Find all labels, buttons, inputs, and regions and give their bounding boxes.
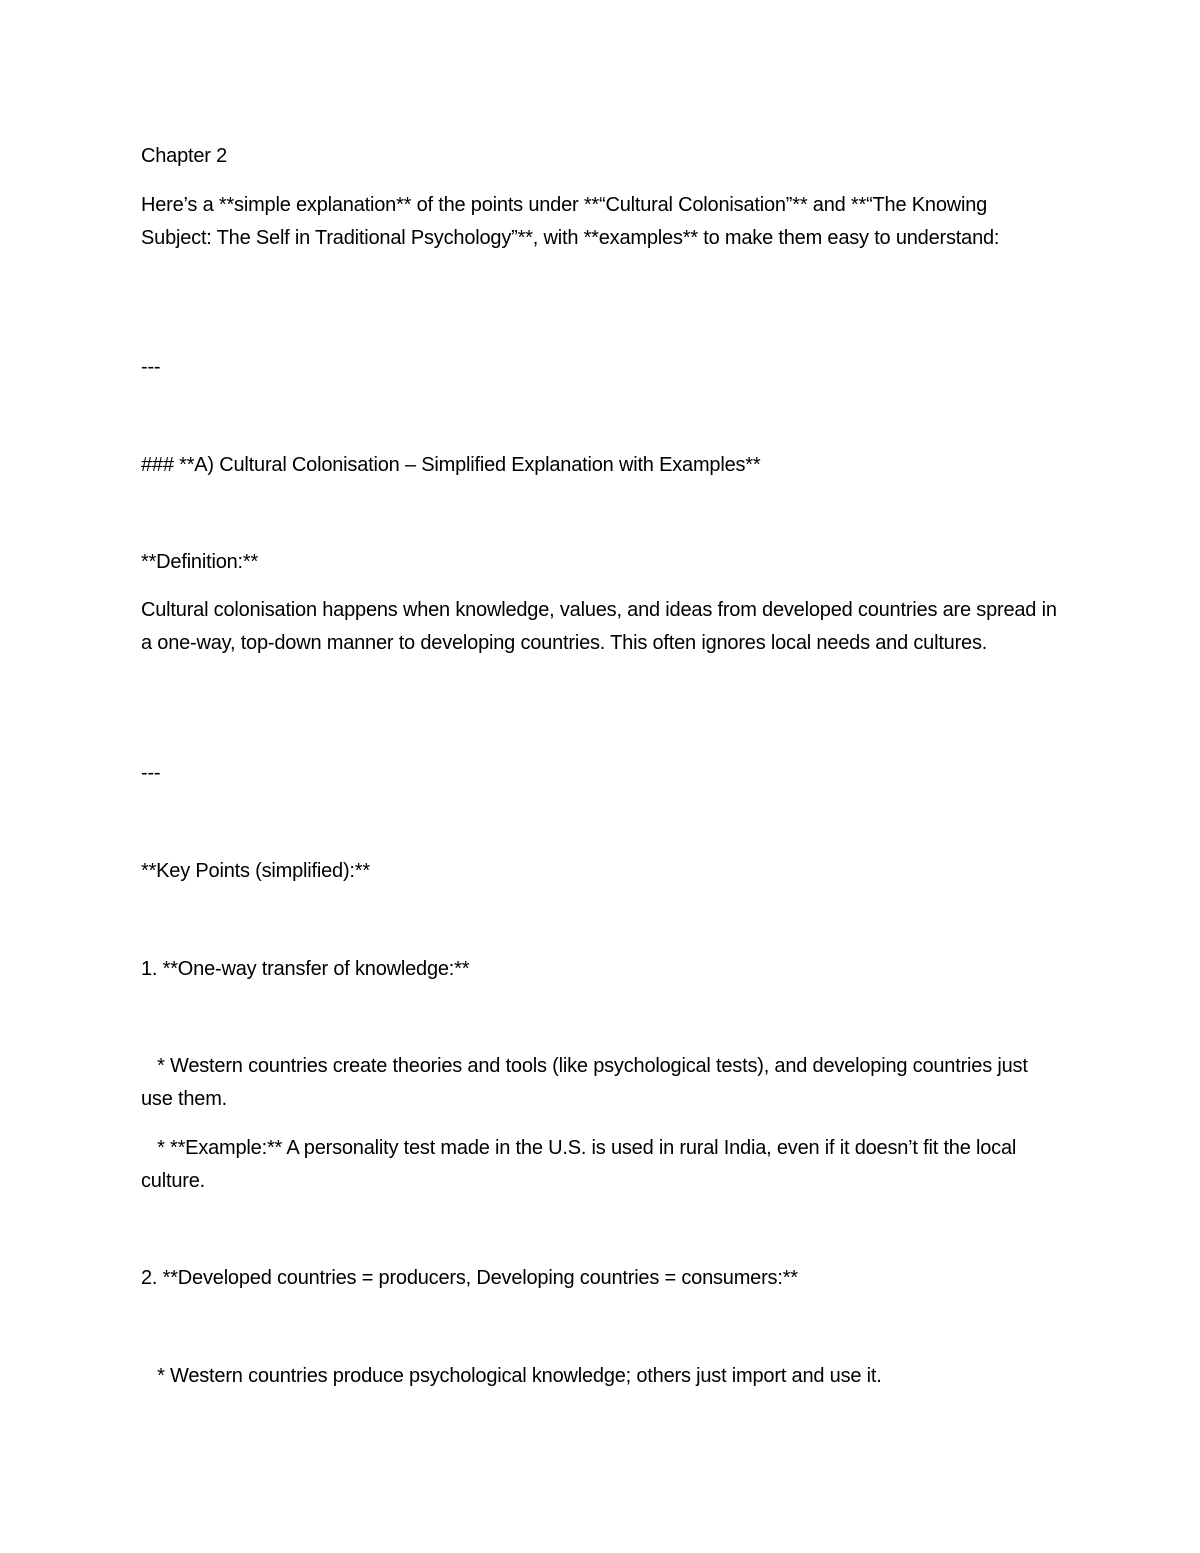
section-a-heading: ### **A) Cultural Colonisation – Simplified Explanation with Examples** (141, 454, 761, 476)
point-1-bullet: * Western countries create theories and tools (like psychological tests), and developing countries just use them. (141, 1055, 1034, 1110)
point-1-heading: 1. **One-way transfer of knowledge:** (141, 958, 470, 980)
point-2-bullet: * Western countries produce psychological knowledge; others just import and use it. (141, 1365, 882, 1387)
chapter-title: Chapter 2 (141, 145, 228, 167)
intro-paragraph: Here’s a **simple explanation** of the points under **“Cultural Colonisation”** and **“The Knowing Subject: The Self in Traditional Psychology”**, with **examples** to make them easy to understand: (141, 194, 1000, 249)
definition-label: **Definition:** (141, 551, 259, 573)
horizontal-rule-text: --- (141, 762, 161, 784)
definition-paragraph: Cultural colonisation happens when knowledge, values, and ideas from developed countries are spread in a one-way, top-down manner to developing countries. This often ignores local needs and cultures. (141, 599, 1063, 654)
horizontal-rule-text: --- (141, 356, 161, 378)
point-2-heading: 2. **Developed countries = producers, Developing countries = consumers:** (141, 1267, 798, 1289)
key-points-label: **Key Points (simplified):** (141, 860, 370, 882)
point-1-example: * **Example:** A personality test made in the U.S. is used in rural India, even if it doesn’t fit the local culture. (141, 1137, 1022, 1192)
